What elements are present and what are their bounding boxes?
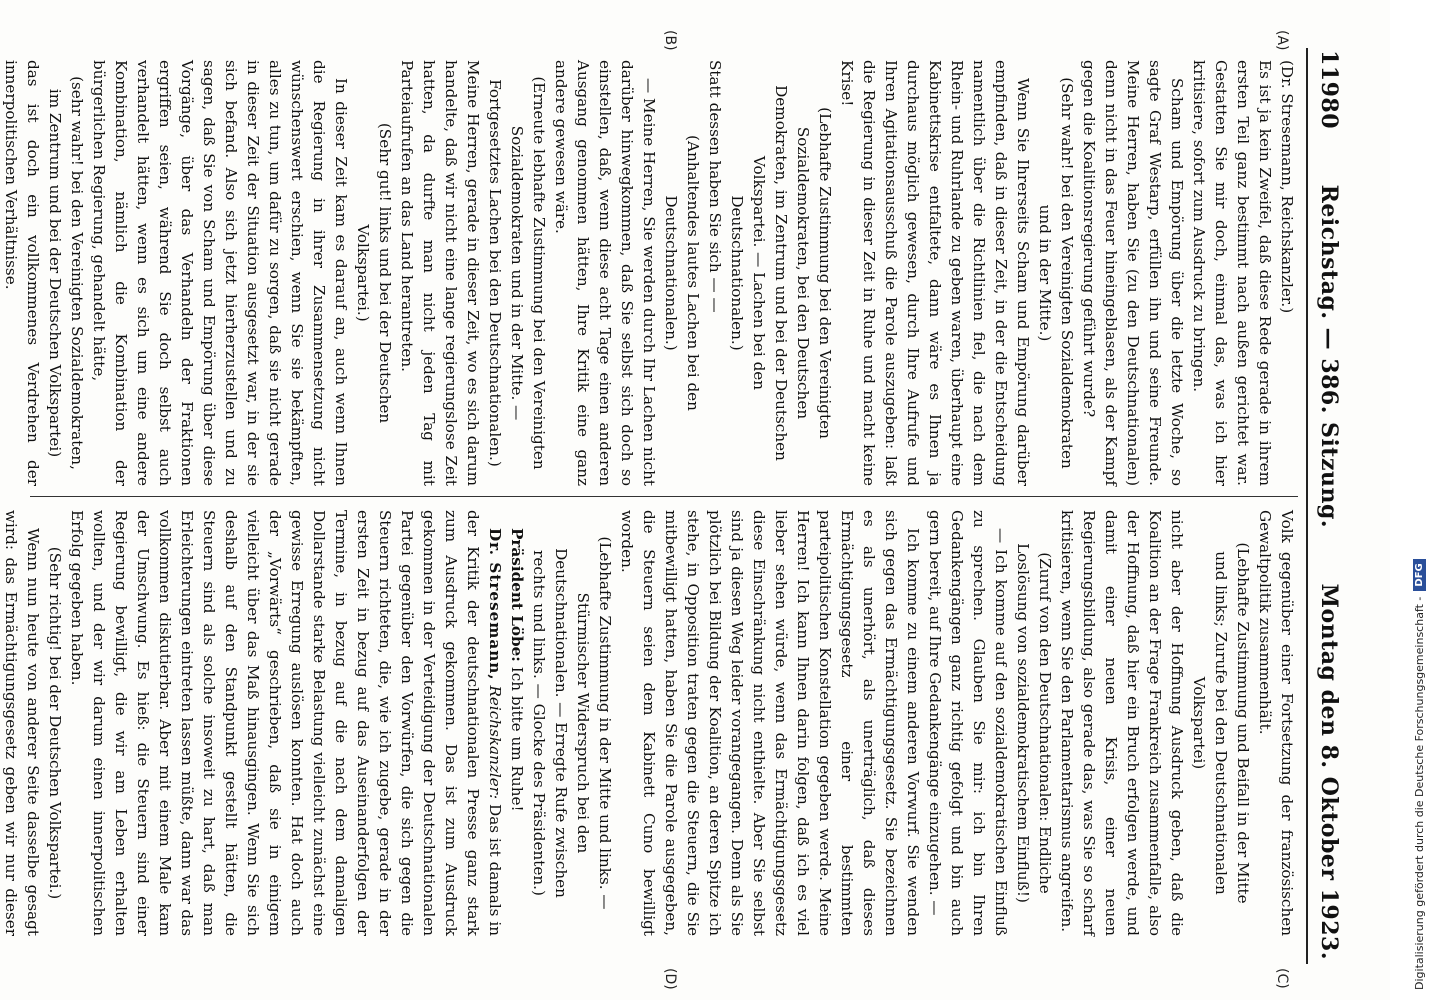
president-text: Ich bitte um Ruhe!	[508, 666, 526, 812]
paragraph: das ist doch ein vollkommenes Verdrehen der innerpolitischen Verhältnisse.	[2, 60, 42, 486]
paragraph: Ich komme zu einem anderen Vorwurf. Sie wenden sich gegen das Ermächtigungsgesetz. Sie bezeichnen es als unerhört, als unerträglich, daß dieses Ermächtigungsgesetz einer bestimmten parteipolitischen Konstellation gegeben werde. Meine Herren! Ich kann Ihnen darin folgen, daß ich es viel lieber sehen würde, wenn das Ermächtigungsgesetz diese Einschränkung nicht enthielte. Aber Sie selbst sind ja diesen Weg leider vorangegangen. Denn als Sie plötzlich bei Bildung der Koalition, an deren Spitze ich stehe, in Opposition traten gegen die Steuern, die Sie mitbewilligt hatten, haben Sie die Parole ausgegeben, die Steuern seien dem Kabinett Cuno bewilligt worden.	[618, 510, 922, 936]
president-label: Präsident Löbe:	[508, 528, 526, 662]
president-remark	[506, 510, 528, 936]
interjection: (Erneute lebhafte Zustimmung bei den Vereinigten Sozialdemokraten und in der Mitte. — Fortgesetztes Lachen bei den Deutschnationalen.)	[486, 76, 548, 470]
paragraph: Wenn nun heute von anderer Seite dasselbe gesagt wird: das Ermächtigungsgesetz geben wir nur dieser	[2, 510, 42, 936]
speaker-paragraph	[66, 510, 506, 936]
interjection: (Sehr gut! links und bei der Deutschen Volkspartei.)	[354, 122, 394, 424]
margin-mark-a: (A)	[1274, 30, 1290, 51]
paragraph: Scham und Empörung über die letzte Woche, so sagte Graf Westarp, erfüllen ihn und seine Freunde. Meine Herren, haben Sie (zu den Deutschnationalen) denn nicht in das Feuer hineingeblasen, als der Kampf gegen die Koalitionsregierung geführt wurde?	[1080, 60, 1186, 486]
margin-mark-d: (D)	[662, 968, 678, 990]
running-header	[1312, 50, 1342, 960]
right-column	[2, 510, 1298, 937]
header-rule	[1306, 48, 1308, 964]
interjection: (Sehr wahr! bei den Vereinigten Sozialdemokraten und in der Mitte.)	[1036, 77, 1076, 469]
paragraph: Wenn Sie Ihrerseits Scham und Empörung darüber empfinden, daß in dieser Zeit, in der die Entscheidung namentlich über die Richtlinien fiel, die nach dem Rhein- und Ruhrlande zu geben waren, überhaupt eine Kabinettskrise entfaltete, dann wäre es Ihnen ja durchaus möglich gewesen, durch Ihre Aufrufe und Ihren Agitationsausschuß die Parole auszugeben: laßt die Regierung in dieser Zeit in Ruhe und macht keine Krise!	[838, 60, 1032, 486]
speaker-continuation: (Dr. Stresemann, Reichskanzler.)	[1278, 60, 1296, 314]
paragraph: — Meine Herren, Sie werden durch Ihr Lachen nicht darüber hinwegkommen, daß Sie selbst sich doch so einstellen, daß, wenn diese acht Tage einen anderen Ausgang genommen hätten, Ihre Kritik eine ganz andere gewesen wäre.	[552, 60, 658, 486]
margin-mark-c: (C)	[1274, 968, 1290, 989]
speaker-role: Reichskanzler:	[486, 685, 504, 800]
dfg-logo: DFG	[1413, 559, 1426, 590]
interjection: (Sehr richtig! bei der Deutschen Volkspartei.)	[46, 546, 64, 900]
interjection: (Anhaltendes lautes Lachen bei den Deutschnationalen.)	[662, 135, 702, 411]
credit-text: Digitalisierung gefördert durch die Deutsche Forschungsgemeinschaft -	[1412, 596, 1426, 990]
interjection: (Lebhafte Zustimmung in der Mitte und links. — Stürmischer Widerspruch bei den Deutschnationalen. — Erregte Rufe zwischen rechts und links. — Glocke des Präsidenten.)	[530, 536, 614, 910]
interjection: (sehr wahr! bei den Vereinigten Sozialdemokraten, im Zentrum und bei der Deutschen Volkspartei)	[46, 76, 86, 470]
paragraph: Es ist ja kein Zweifel, daß diese Rede gerade in ihrem ersten Teil ganz bestimmt nach außen gerichtet war. Gestatten Sie mir doch, einmal das, was ich hier kritisiere, sofort zum Ausdruck zu bringen.	[1190, 60, 1274, 486]
session-date: Montag den 8. Oktober 1923.	[1316, 583, 1342, 960]
digitization-credit	[1408, 10, 1430, 990]
interjection: (Zuruf von den Deutschnationalen: Endliche Loslösung von sozialdemokratischem Einfluß!)	[1014, 543, 1054, 903]
speaker-text: Das ist damals in der Kritik der deutschnationalen Presse ganz stark zum Ausdruck gekommen. Das ist zum Ausdruck gekommen in der Verteidigung der Deutschnationalen Partei gegenüber den Vorwürfen, die sich gegen die Steuern richteten, die, wie ich zugebe, gerade in der ersten Zeit in bezug auf das Auseinanderfolgen der Termine, in bezug auf die nach dem damaligen Dollarstande starke Belastung vielleicht zunächst eine gewisse Erregung auslösen konnten. Hat doch auch der „Vorwärts“ geschrieben, daß sie in einigem vielleicht über das Maß hinausgingen. Wenn Sie sich deshalb auf den Standpunkt gestellt hätten, die Steuern sind als solche insoweit zu hart, daß man Erleichterungen eintreten lassen müßte, dann war das vollkommen diskutierbar. Aber mit einem Male kam der Umschwung. Es hieß: die Steuern sind einer Regierung bewilligt, die wir am Leben erhalten wollten, und der wir darum einen innerpolitischen Erfolg gegeben haben.	[68, 510, 504, 937]
paragraph: Meine Herren, gerade in dieser Zeit, wo es sich darum handelte, daß wir nicht eine lange regierungslose Zeit hatten, da durfte man nicht jeden Tag mit Parteiaufrufen an das Land herantreten.	[398, 60, 482, 486]
session-title: Reichstag. — 386. Sitzung.	[1316, 184, 1342, 528]
paragraph: Volk gegenüber einer Fortsetzung der französischen Gewaltpolitik zusammenhält.	[1256, 510, 1296, 936]
interjection: (Lebhafte Zustimmung und Beifall in der Mitte und links; Zurufe bei den Deutschnationalen Volkspartei)	[1190, 542, 1252, 904]
paragraph: nicht aber der Hoffnung Ausdruck geben, daß die Koalition an der Frage Frankreich zusammenfalle, also der Hoffnung, daß hier ein Bruch erfolgen werde, und damit einer neuen Krisis, einer neuen Regierungsbildung, also gerade das, was Sie so scharf kritisieren, wenn Sie den Parlamentarismus angreifen.	[1058, 510, 1186, 936]
left-column	[2, 60, 1298, 486]
paragraph: In dieser Zeit kam es darauf an, auch wenn Ihnen die Regierung in ihrer Zusammensetzung nicht wünschenswert erschien, wenn Sie sie bekämpften, alles zu tun, um dafür zu sorgen, daß sie nicht gerade in dieser Zeit der Situation ausgesetzt war, in der sie sich befand. Also sich jetzt hierherzustellen und zu sagen, daß Sie von Scham und Empörung über diese Vorgänge, über das Verhandeln der Fraktionen ergriffen seien, während Sie doch selbst auch verhandelt hätten, wenn es sich um eine andere Kombination, nämlich die Kombination der bürgerlichen Regierung, gehandelt hätte,	[90, 60, 350, 486]
paragraph: — Ich komme auf den sozialdemokratischen Einfluß zu sprechen. Glauben Sie mir: ich bin Ihren Gedankengängen ganz richtig gefolgt und bin auch gern bereit, auf Ihre Gedankengänge einzugehen. —	[926, 510, 1010, 936]
speaker-name: Dr. Stresemann,	[486, 528, 504, 681]
interjection: (Lebhafte Zustimmung bei den Vereinigten Sozialdemokraten, bei den Deutschen Demokraten, im Zentrum und bei der Deutschen Volkspartei. — Lachen bei den Deutschnationalen.)	[728, 85, 834, 461]
column-divider	[30, 496, 1298, 497]
paragraph: Statt dessen haben Sie sich — —	[706, 60, 724, 313]
margin-mark-b: (B)	[662, 30, 678, 51]
page-number: 11980	[1316, 50, 1342, 130]
